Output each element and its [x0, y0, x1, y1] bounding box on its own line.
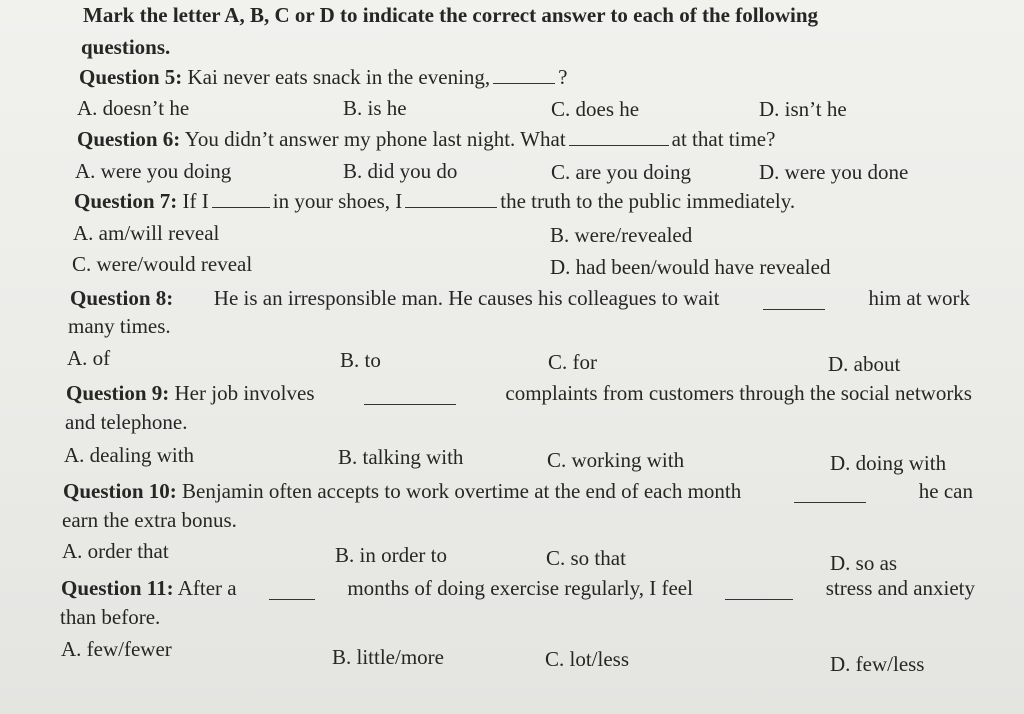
option-d[interactable]: D. doing with: [830, 451, 947, 475]
question-5: Question 5: Kai never eats snack in the evening, ?: [79, 65, 568, 89]
option-d[interactable]: D. about: [828, 352, 901, 376]
question-text: He is an irresponsible man. He causes his colleagues to wait: [213, 286, 720, 310]
question-text: in your shoes, I: [272, 189, 403, 213]
option-b[interactable]: B. to: [340, 348, 381, 372]
option-a[interactable]: A. dealing with: [64, 443, 195, 467]
option-c[interactable]: C. were/would reveal: [72, 252, 253, 276]
option-d[interactable]: D. isn’t he: [759, 97, 847, 121]
option-a[interactable]: A. of: [67, 346, 111, 370]
option-d[interactable]: D. were you done: [759, 160, 909, 184]
instruction-line-1: Mark the letter A, B, C or D to indicate the correct answer to each of the following: [83, 3, 819, 27]
answer-blank[interactable]: [493, 83, 555, 84]
question-label: Question 9: [66, 381, 163, 405]
option-a[interactable]: A. doesn’t he: [77, 96, 190, 120]
answer-blank[interactable]: [269, 576, 315, 600]
question-text: After a: [177, 576, 237, 600]
question-10: Question 10: Benjamin often accepts to work overtime at the end of each month he can: [63, 479, 973, 503]
question-label: Question 7: [74, 189, 171, 213]
instruction-line-2: questions.: [81, 35, 171, 59]
option-a[interactable]: A. order that: [62, 539, 169, 563]
question-6: Question 6: You didn’t answer my phone last night. What at that time?: [77, 127, 776, 151]
question-11: Question 11: After a months of doing exercise regularly, I feel stress and anxiety: [61, 576, 975, 600]
question-9: Question 9: Her job involves complaints from customers through the social networks: [66, 381, 972, 405]
question-11-continued: than before.: [60, 605, 161, 629]
question-label: Question 5: [79, 65, 176, 89]
question-text: ?: [558, 65, 568, 89]
option-c[interactable]: C. working with: [547, 448, 685, 472]
option-a[interactable]: A. am/will reveal: [73, 221, 220, 245]
option-c[interactable]: C. are you doing: [551, 160, 691, 184]
question-8-continued: many times.: [68, 314, 171, 338]
question-text: Her job involves: [174, 381, 315, 405]
option-d[interactable]: D. few/less: [830, 652, 925, 676]
answer-blank[interactable]: [725, 576, 793, 600]
question-text: the truth to the public immediately.: [500, 189, 796, 213]
answer-blank[interactable]: [569, 145, 669, 146]
option-b[interactable]: B. did you do: [343, 159, 458, 183]
answer-blank[interactable]: [364, 381, 456, 405]
option-d[interactable]: D. so as: [830, 551, 898, 575]
question-9-continued: and telephone.: [65, 410, 188, 434]
question-10-continued: earn the extra bonus.: [62, 508, 237, 532]
option-c[interactable]: C. does he: [551, 97, 640, 121]
answer-blank[interactable]: [405, 207, 497, 208]
question-label: Question 6: [77, 127, 174, 151]
question-text: months of doing exercise regularly, I feel: [347, 576, 693, 600]
question-label: Question 10: [63, 479, 170, 503]
option-c[interactable]: C. for: [548, 350, 597, 374]
question-text: Kai never eats snack in the evening,: [187, 65, 491, 89]
question-label: Question 11: [61, 576, 167, 600]
option-c[interactable]: C. lot/less: [545, 647, 630, 671]
option-b[interactable]: B. in order to: [335, 543, 447, 567]
question-text: him at work: [868, 286, 970, 310]
option-b[interactable]: B. were/revealed: [550, 223, 693, 247]
option-a[interactable]: A. were you doing: [75, 159, 232, 183]
question-8: Question 8: He is an irresponsible man. He causes his colleagues to wait him at work: [70, 286, 970, 310]
answer-blank[interactable]: [763, 286, 825, 310]
answer-blank[interactable]: [794, 479, 866, 503]
option-b[interactable]: B. little/more: [332, 645, 444, 669]
question-text: You didn’t answer my phone last night. What: [184, 127, 566, 151]
option-d[interactable]: D. had been/would have revealed: [550, 255, 831, 279]
option-b[interactable]: B. is he: [343, 96, 407, 120]
question-label: Question 8: [70, 286, 167, 310]
answer-blank[interactable]: [212, 207, 270, 208]
question-text: If I: [182, 189, 209, 213]
question-text: at that time?: [671, 127, 776, 151]
option-a[interactable]: A. few/fewer: [61, 637, 172, 661]
question-text: complaints from customers through the social networks: [505, 381, 972, 405]
question-text: Benjamin often accepts to work overtime at the end of each month: [182, 479, 742, 503]
question-text: he can: [918, 479, 973, 503]
option-b[interactable]: B. talking with: [338, 445, 464, 469]
question-7: Question 7: If I in your shoes, I the truth to the public immediately.: [74, 189, 796, 213]
question-text: stress and anxiety: [825, 576, 975, 600]
option-c[interactable]: C. so that: [546, 546, 626, 570]
